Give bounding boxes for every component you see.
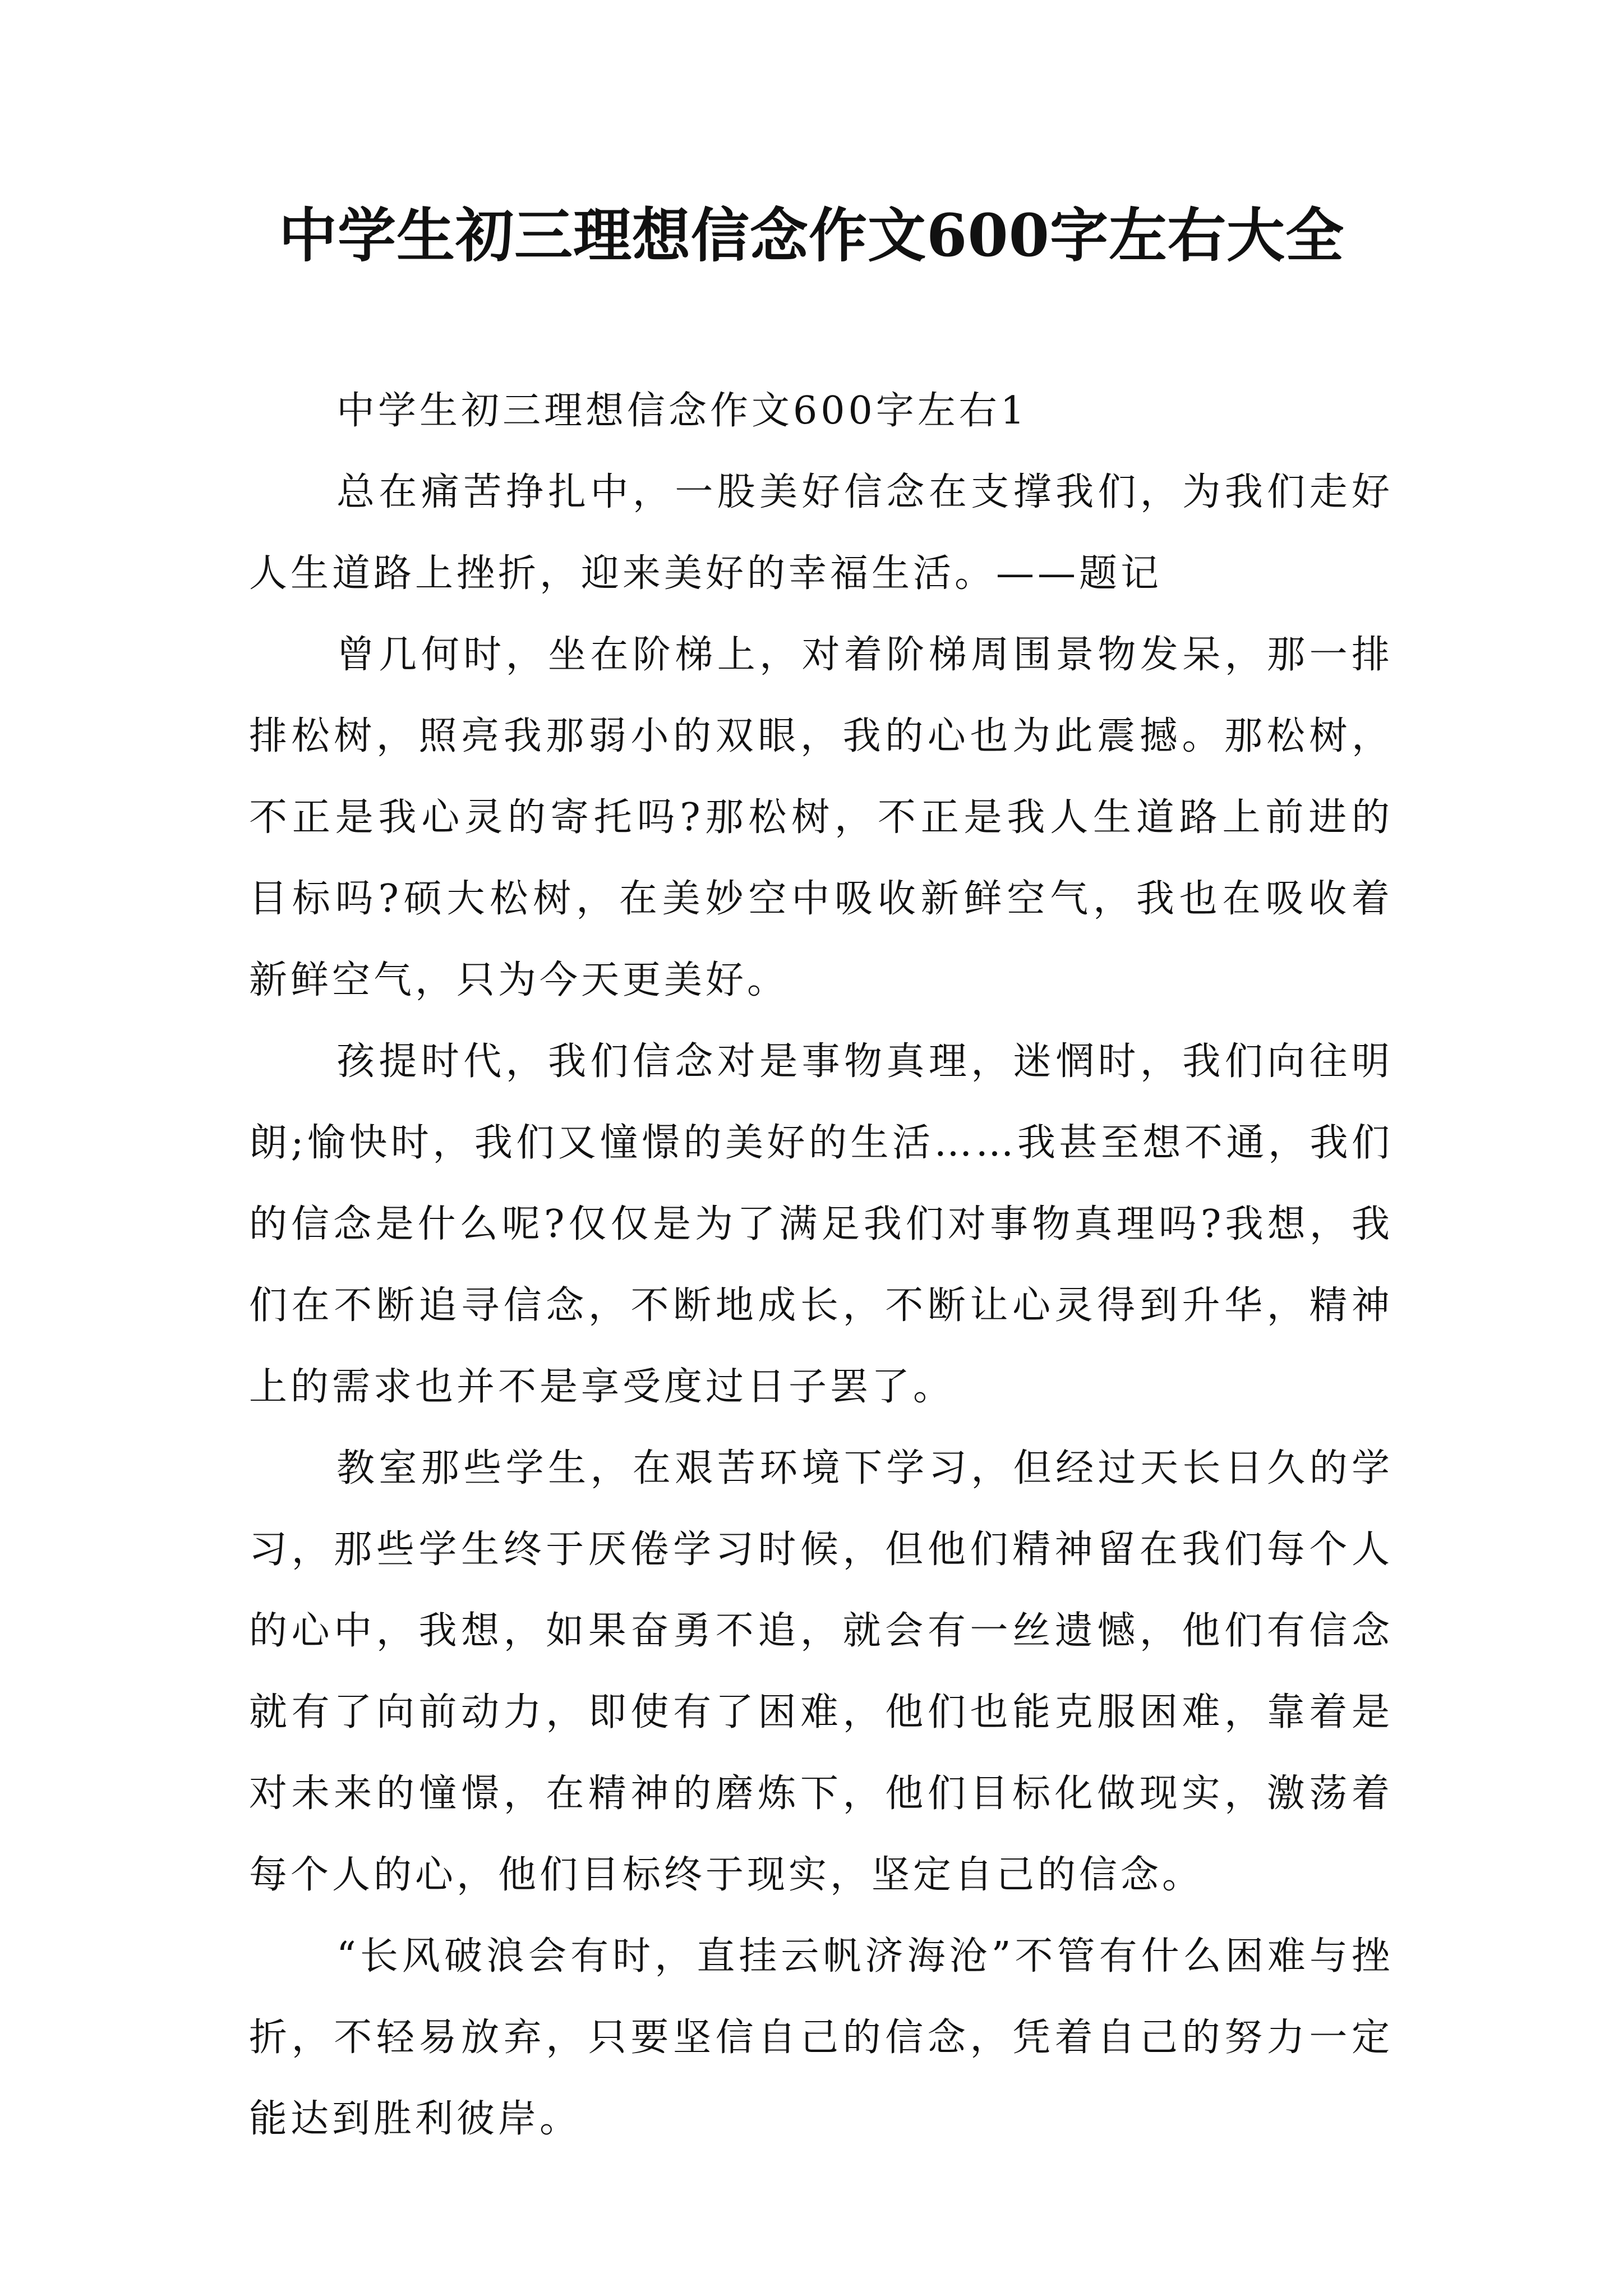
paragraph-3: 教室那些学生，在艰苦环境下学习，但经过天长日久的学习，那些学生终于厌倦学习时候，但他们精神留在我们每个人的心中，我想，如果奋勇不追，就会有一丝遗憾，他们有信念就有了向前动力，即使有了困难，他们也能克服困难，靠着是对未来的憧憬，在精神的磨炼下，他们目标化做现实，激荡着每个人的心，他们目标终于现实，坚定自己的信念。 xyxy=(249,1446,1393,1897)
paragraph-2: 孩提时代，我们信念对是事物真理，迷惘时，我们向往明朗;愉快时，我们又憧憬的美好的生活……我甚至想不通，我们的信念是什么呢?仅仅是为了满足我们对事物真理吗?我想，我们在不断追寻信念，不断地成长，不断让心灵得到升华，精神上的需求也并不是享受度过日子罢了。 xyxy=(249,1039,1393,1409)
paragraph-epigraph: 总在痛苦挣扎中，一股美好信念在支撑我们，为我们走好人生道路上挫折，迎来美好的幸福生活。——题记 xyxy=(249,470,1393,596)
paragraph-1: 曾几何时，坐在阶梯上，对着阶梯周围景物发呆，那一排排松树，照亮我那弱小的双眼，我的心也为此震撼。那松树，不正是我心灵的寄托吗?那松树，不正是我人生道路上前进的目标吗?硕大松树，在美妙空中吸收新鲜空气，我也在吸收着新鲜空气，只为今天更美好。 xyxy=(249,633,1393,1002)
document-body xyxy=(249,370,1393,2160)
document-title: 中学生初三理想信念作文600字左右大全 xyxy=(278,201,1345,270)
paragraph-4: “长风破浪会有时，直挂云帆济海沧”不管有什么困难与挫折，不轻易放弃，只要坚信自己的信念，凭着自己的努力一定能达到胜利彼岸。 xyxy=(249,1934,1393,2141)
section-heading: 中学生初三理想信念作文600字左右1 xyxy=(336,389,1029,433)
